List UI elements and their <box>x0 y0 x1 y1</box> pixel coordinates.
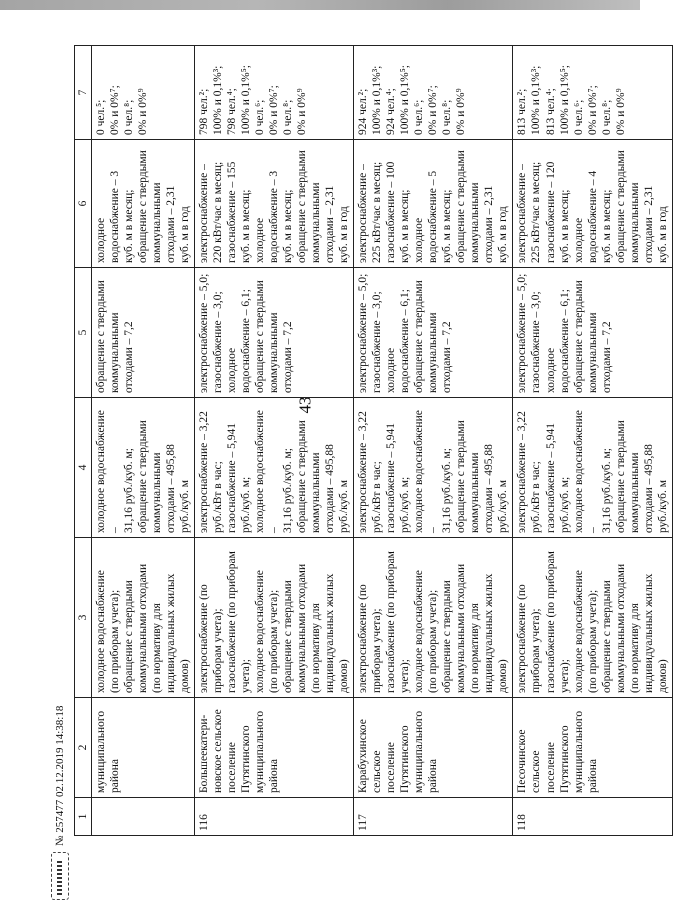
cell-line: водоснабжение – 3 <box>268 170 281 263</box>
cell-line: куб. м в месяц; <box>600 189 613 263</box>
cell-line: приборам учета); <box>530 608 543 693</box>
cell-line: 100% и 0,1%³; <box>530 65 543 135</box>
cell-line: 31,16 руб./куб. м; <box>600 448 613 533</box>
cell-line: коммунальными <box>469 182 482 263</box>
cell-line: домов) <box>656 659 669 693</box>
cell-line: поселение <box>385 742 398 793</box>
cell-line: электроснабжение – <box>198 164 211 263</box>
cell-c7 <box>92 46 195 140</box>
cell-line: муниципального <box>95 710 108 793</box>
cell-line: руб./куб. м <box>338 479 351 533</box>
cell-line: обращение с твердыми <box>296 150 309 263</box>
cell-line: обращение с твердыми <box>282 580 295 693</box>
cell-line: коммунальными <box>628 452 641 533</box>
cell-line: куб. м в месяц; <box>399 189 412 263</box>
cell-line: 924 чел.²; <box>357 88 370 135</box>
cell-line: холодное водоснабжение – <box>413 410 440 533</box>
cell-line: 0% и 0%⁹ <box>614 88 627 135</box>
cell-line: индивидуальных жилых <box>165 573 178 693</box>
cell-line: отходами – 7,2 <box>600 321 613 393</box>
cell-line: коммунальными отходами <box>137 563 150 693</box>
cell-line: 225 кВт/час в месяц; <box>371 161 384 263</box>
cell-line: 220 кВт/час в месяц; <box>212 161 225 263</box>
header-row <box>75 46 92 836</box>
cell-line: электроснабжение – 3,22 <box>198 411 211 533</box>
table-row <box>195 46 354 836</box>
cell-line: куб. м в год <box>497 206 510 263</box>
cell-c7 <box>354 46 513 140</box>
cell-name <box>195 698 354 798</box>
cell-line: Большеекатери- <box>198 714 211 793</box>
cell-c3 <box>513 538 672 698</box>
cell-line: муниципального <box>413 710 426 793</box>
cell-line: отходами – 2,31 <box>642 185 655 263</box>
cell-line: коммунальными <box>268 312 281 393</box>
cell-c5 <box>354 268 513 398</box>
table-row <box>92 46 195 836</box>
cell-line: 813 чел.⁴; <box>544 88 557 135</box>
cell-c5 <box>92 268 195 398</box>
cell-line: коммунальными <box>628 182 641 263</box>
cell-line: холодное <box>226 347 239 393</box>
cell-line: Песочинское <box>516 729 529 793</box>
cell-line: куб. м в месяц; <box>123 189 136 263</box>
cell-line: отходами – 495,88 <box>483 444 496 533</box>
cell-line: индивидуальных жилых <box>324 573 337 693</box>
cell-line: электроснабжение (по <box>198 584 211 693</box>
cell-line: 0% и 0%⁷; <box>427 85 440 135</box>
cell-line: обращение с твердыми <box>296 420 309 533</box>
cell-line: коммунальными <box>310 182 323 263</box>
cell-line: 0 чел.⁵; <box>95 99 108 135</box>
cell-line: руб./куб. м; <box>240 476 253 533</box>
cell-line: холодное водоснабжение <box>254 570 267 693</box>
cell-line: муниципального <box>254 710 267 793</box>
cell-line: района <box>586 758 599 793</box>
cell-line: обращение с твердыми <box>254 280 267 393</box>
cell-line: 0 чел.⁸; <box>441 99 454 135</box>
column-header-2: 2 <box>75 698 92 798</box>
cell-line: руб./куб. м <box>179 479 192 533</box>
cell-c3 <box>92 538 195 698</box>
column-header-5: 5 <box>75 268 92 398</box>
cell-line: коммунальными <box>469 452 482 533</box>
cell-c5 <box>513 268 672 398</box>
cell-line: водоснабжение – 3 <box>109 170 122 263</box>
cell-line: 0% и 0%⁹ <box>137 88 150 135</box>
cell-line: (по нормативу для <box>310 603 323 693</box>
cell-line: обращение с твердыми <box>600 580 613 693</box>
cell-line: домов) <box>497 659 510 693</box>
cell-line: приборам учета); <box>371 608 384 693</box>
cell-line: газоснабжение – 100 <box>385 161 398 263</box>
cell-line: электроснабжение (по <box>516 584 529 693</box>
cell-line: куб. м в месяц; <box>240 189 253 263</box>
page-number: 43 <box>295 396 315 414</box>
cell-line: 0% и 0%⁷; <box>586 85 599 135</box>
cell-line: обращение с твердыми <box>137 150 150 263</box>
cell-line: 813 чел.²; <box>516 88 529 135</box>
cell-num: 118 <box>513 798 672 836</box>
cell-line: газоснабжение (по приборам <box>226 551 239 693</box>
footer <box>48 640 72 900</box>
cell-line: отходами – 495,88 <box>324 444 337 533</box>
cell-line: газоснабжение (по приборам <box>544 551 557 693</box>
cell-c4 <box>92 398 195 538</box>
scan-edge <box>0 0 640 10</box>
table-row <box>354 46 513 836</box>
cell-line: Карабухинское <box>357 719 370 793</box>
cell-line: газоснабжение (по приборам <box>385 551 398 693</box>
cell-line: 31,16 руб./куб. м; <box>282 448 295 533</box>
cell-line: обращение с твердыми <box>614 150 627 263</box>
cell-line: водоснабжение – 6,1; <box>399 289 412 393</box>
cell-num: 116 <box>195 798 354 836</box>
cell-line: газоснабжение – 3,0; <box>530 291 543 393</box>
cell-line: (по приборам учета); <box>109 589 122 693</box>
cell-line: обращение с твердыми <box>123 580 136 693</box>
cell-line: газоснабжение – 3,0; <box>371 291 384 393</box>
cell-line: обращение с твердыми <box>137 420 150 533</box>
cell-line: учета); <box>558 659 571 693</box>
cell-line: (по нормативу для <box>151 603 164 693</box>
cell-line: 798 чел.⁴; <box>226 88 239 135</box>
cell-line: холодное водоснабжение – <box>572 410 599 533</box>
cell-line: коммунальными <box>586 312 599 393</box>
cell-line: куб. м в год <box>179 206 192 263</box>
cell-line: холодное <box>544 347 557 393</box>
cell-line: электроснабжение – <box>516 164 529 263</box>
cell-line: куб. м в год <box>656 206 669 263</box>
table-row <box>513 46 672 836</box>
cell-line: приборам учета); <box>212 608 225 693</box>
cell-line: (по приборам учета); <box>268 589 281 693</box>
cell-line: коммунальными <box>151 182 164 263</box>
cell-line: холодное <box>95 217 108 263</box>
cell-line: руб./кВт в час; <box>530 461 543 533</box>
cell-line: обращение с твердыми <box>95 280 108 393</box>
cell-line: электроснабжение – 3,22 <box>357 411 370 533</box>
cell-num: 117 <box>354 798 513 836</box>
cell-line: 100% и 0,1%³; <box>371 65 384 135</box>
cell-line: холодное водоснабжение <box>413 570 426 693</box>
cell-line: сельское <box>530 750 543 793</box>
cell-line: отходами – 2,31 <box>165 185 178 263</box>
cell-line: отходами – 495,88 <box>642 444 655 533</box>
cell-line: 0% и 0%⁷; <box>268 85 281 135</box>
cell-line: 0 чел.⁶; <box>254 99 267 135</box>
cell-line: электроснабжение – 5,0; <box>357 273 370 393</box>
cell-line: холодное <box>385 347 398 393</box>
stamp-icon <box>51 852 69 900</box>
cell-c3 <box>195 538 354 698</box>
cell-line: куб. м в месяц; <box>282 189 295 263</box>
cell-line: коммунальными <box>109 312 122 393</box>
cell-line: 0 чел.⁸; <box>282 99 295 135</box>
cell-line: газоснабжение – 5,941 <box>544 423 557 533</box>
cell-line: отходами – 7,2 <box>123 321 136 393</box>
cell-line: 0 чел.⁸; <box>600 99 613 135</box>
cell-line: газоснабжение – 3,0; <box>212 291 225 393</box>
cell-line: домов) <box>338 659 351 693</box>
cell-line: отходами – 7,2 <box>282 321 295 393</box>
cell-line: поселение <box>544 742 557 793</box>
cell-line: (по нормативу для <box>628 603 641 693</box>
table-wrap <box>74 46 669 836</box>
cell-line: водоснабжение – 4 <box>586 170 599 263</box>
cell-line: электроснабжение (по <box>357 584 370 693</box>
cell-num <box>92 798 195 836</box>
cell-line: сельское <box>371 750 384 793</box>
cell-line: руб./куб. м <box>497 479 510 533</box>
cell-c7 <box>195 46 354 140</box>
cell-line: холодное водоснабжение <box>95 570 108 693</box>
cell-line: электроснабжение – 5,0; <box>198 273 211 393</box>
cell-line: (по нормативу для <box>469 603 482 693</box>
cell-c6 <box>354 140 513 268</box>
cell-line: 0% и 0%⁷; <box>109 85 122 135</box>
cell-line: отходами – 7,2 <box>441 321 454 393</box>
cell-line: руб./куб. м; <box>399 476 412 533</box>
cell-line: газоснабжение – 5,941 <box>385 423 398 533</box>
cell-line: района <box>268 758 281 793</box>
cell-line: 225 кВт/час в месяц; <box>530 161 543 263</box>
cell-line: куб. м в месяц; <box>558 189 571 263</box>
column-header-6: 6 <box>75 140 92 268</box>
cell-line: холодное <box>254 217 267 263</box>
cell-name <box>354 698 513 798</box>
cell-c5 <box>195 268 354 398</box>
data-table <box>74 45 673 836</box>
cell-line: коммунальными <box>151 452 164 533</box>
cell-line: учета); <box>240 659 253 693</box>
cell-line: 0 чел.⁶; <box>413 99 426 135</box>
cell-c6 <box>195 140 354 268</box>
cell-line: коммунальными <box>427 312 440 393</box>
cell-line: холодное водоснабжение – <box>254 410 281 533</box>
cell-line: коммунальными отходами <box>455 563 468 693</box>
cell-c6 <box>513 140 672 268</box>
cell-line: учета); <box>399 659 412 693</box>
footer-inner <box>48 640 72 900</box>
cell-line: 924 чел.⁴; <box>385 88 398 135</box>
cell-line: домов) <box>179 659 192 693</box>
cell-line: отходами – 2,31 <box>324 185 337 263</box>
cell-c3 <box>354 538 513 698</box>
cell-c4 <box>354 398 513 538</box>
cell-line: водоснабжение – 5 <box>427 170 440 263</box>
cell-line: коммунальными отходами <box>296 563 309 693</box>
cell-c4 <box>513 398 672 538</box>
cell-line: отходами – 2,31 <box>483 185 496 263</box>
cell-line: холодное водоснабжение <box>572 570 585 693</box>
cell-line: обращение с твердыми <box>614 420 627 533</box>
cell-line: газоснабжение – 120 <box>544 161 557 263</box>
cell-line: электроснабжение – <box>357 164 370 263</box>
cell-line: (по приборам учета); <box>586 589 599 693</box>
cell-line: 0 чел.⁸; <box>123 99 136 135</box>
cell-line: руб./кВт в час; <box>371 461 384 533</box>
cell-c6 <box>92 140 195 268</box>
cell-line: обращение с твердыми <box>455 420 468 533</box>
cell-line: 798 чел.²; <box>198 88 211 135</box>
cell-line: 100% и 0,1%⁵; <box>240 65 253 135</box>
cell-line: электроснабжение – 5,0; <box>516 273 529 393</box>
cell-line: обращение с твердыми <box>572 280 585 393</box>
cell-line: коммунальными отходами <box>614 563 627 693</box>
cell-line: новское сельское <box>212 709 225 793</box>
cell-line: района <box>427 758 440 793</box>
column-header-1: 1 <box>75 798 92 836</box>
cell-line: электроснабжение – 3,22 <box>516 411 529 533</box>
cell-line: района <box>109 758 122 793</box>
cell-line: обращение с твердыми <box>441 580 454 693</box>
cell-line: Путятинского <box>399 725 412 793</box>
cell-line: куб. м в месяц; <box>441 189 454 263</box>
cell-line: руб./куб. м; <box>558 476 571 533</box>
cell-line: 0% и 0%⁹ <box>455 88 468 135</box>
cell-line: холодное <box>413 217 426 263</box>
cell-c4 <box>195 398 354 538</box>
column-header-3: 3 <box>75 538 92 698</box>
cell-line: куб. м в год <box>338 206 351 263</box>
cell-line: муниципального <box>572 710 585 793</box>
cell-line: газоснабжение – 5,941 <box>226 423 239 533</box>
cell-line: водоснабжение – 6,1; <box>558 289 571 393</box>
doc-code: № 257477 02.12.2019 14:38:18 <box>54 705 66 846</box>
cell-line: отходами – 495,88 <box>165 444 178 533</box>
cell-line: индивидуальных жилых <box>483 573 496 693</box>
cell-line: руб./куб. м <box>656 479 669 533</box>
cell-name <box>92 698 195 798</box>
cell-line: (по приборам учета); <box>427 589 440 693</box>
cell-line: индивидуальных жилых <box>642 573 655 693</box>
cell-line: Путятинского <box>558 725 571 793</box>
cell-line: 0 чел.⁶; <box>572 99 585 135</box>
column-header-4: 4 <box>75 398 92 538</box>
cell-line: коммунальными <box>310 452 323 533</box>
cell-name <box>513 698 672 798</box>
cell-line: 31,16 руб./куб. м; <box>441 448 454 533</box>
cell-line: водоснабжение – 6,1; <box>240 289 253 393</box>
cell-line: 100% и 0,1%⁵; <box>558 65 571 135</box>
rotated-table-container <box>74 46 669 836</box>
cell-line: Путятинского <box>240 725 253 793</box>
cell-line: холодное водоснабжение – <box>95 410 122 533</box>
table-body <box>92 46 673 836</box>
cell-line: обращение с твердыми <box>455 150 468 263</box>
cell-line: 31,16 руб./куб. м; <box>123 448 136 533</box>
cell-line: 100% и 0,1%³; <box>212 65 225 135</box>
column-header-7: 7 <box>75 46 92 140</box>
cell-line: руб./кВт в час; <box>212 461 225 533</box>
cell-line: 100% и 0,1%⁵; <box>399 65 412 135</box>
cell-line: газоснабжение – 155 <box>226 161 239 263</box>
cell-line: 0% и 0%⁹ <box>296 88 309 135</box>
cell-c7 <box>513 46 672 140</box>
cell-line: холодное <box>572 217 585 263</box>
cell-line: поселение <box>226 742 239 793</box>
cell-line: обращение с твердыми <box>413 280 426 393</box>
